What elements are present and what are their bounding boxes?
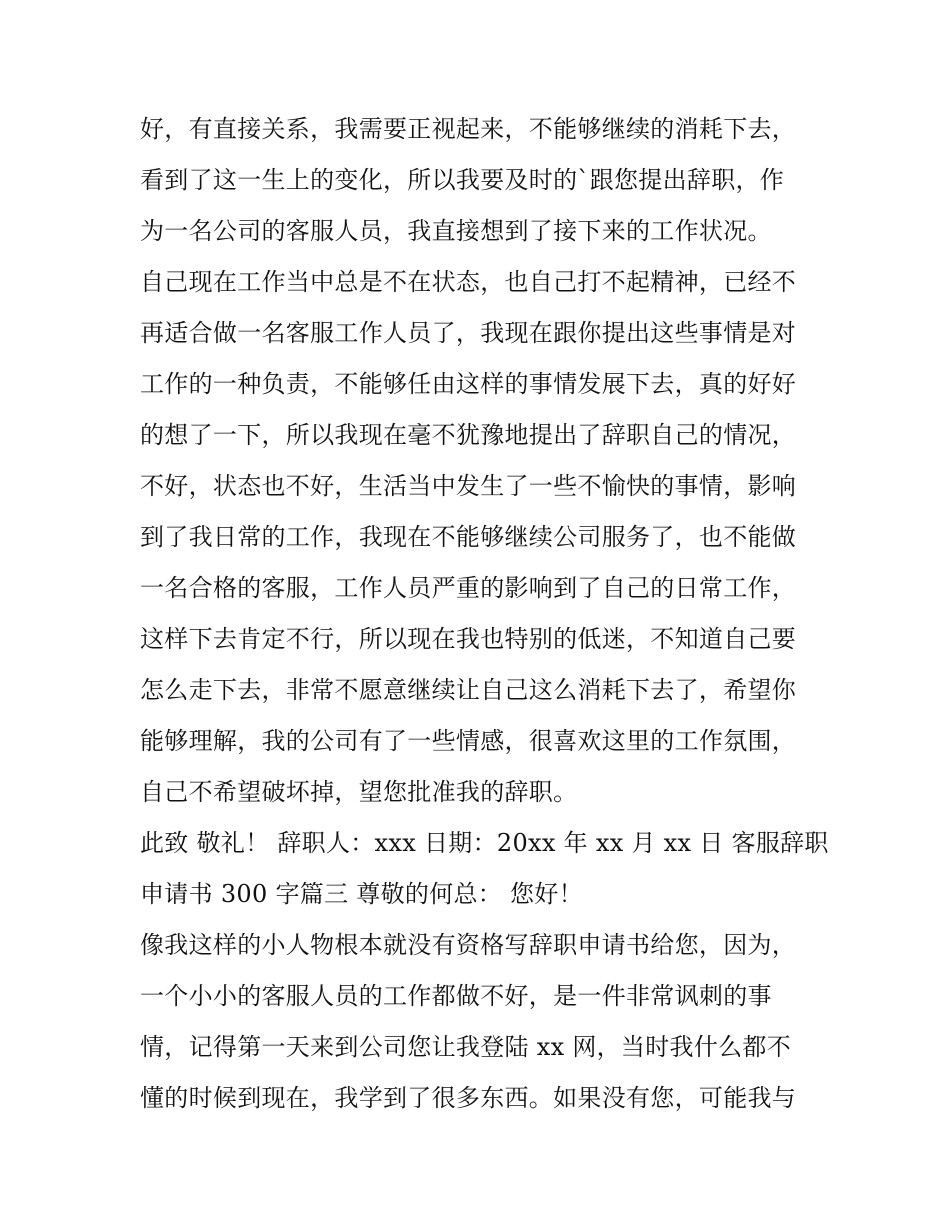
text-line: 工作的一种负责，不能够任由这样的事情发展下去，真的好好 — [140, 370, 797, 398]
text-line: 一名合格的客服，工作人员严重的影响到了自己的日常工作， — [140, 574, 797, 602]
text-line: 此致 敬礼！ 辞职人：xxx 日期：20xx 年 xx 月 xx 日 客服辞职 — [140, 829, 829, 857]
text-line: 再适合做一名客服工作人员了，我现在跟你提出这些事情是对 — [140, 319, 797, 347]
text-line: 懂的时候到现在，我学到了很多东西。如果没有您，可能我与 — [140, 1084, 797, 1112]
text-line: 的想了一下，所以我现在毫不犹豫地提出了辞职自己的情况， — [140, 421, 797, 449]
text-line: 能够理解，我的公司有了一些情感，很喜欢这里的工作氛围， — [140, 727, 797, 755]
text-line: 看到了这一生上的变化，所以我要及时的`跟您提出辞职，作 — [140, 166, 785, 194]
document-body — [140, 104, 830, 1124]
text-line: 不好，状态也不好，生活当中发生了一些不愉快的事情，影响 — [140, 472, 797, 500]
text-line: 自己现在工作当中总是不在状态，也自己打不起精神，已经不 — [140, 268, 797, 296]
text-line: 申请书 300 字篇三 尊敬的何总： 您好！ — [140, 880, 583, 908]
text-line: 自己不希望破坏掉，望您批准我的辞职。 — [140, 778, 578, 806]
text-line: 一个小小的客服人员的工作都做不好，是一件非常讽刺的事 — [140, 982, 772, 1010]
text-line: 怎么走下去，非常不愿意继续让自己这么消耗下去了，希望你 — [140, 676, 797, 704]
text-line: 情，记得第一天来到公司您让我登陆 xx 网，当时我什么都不 — [140, 1033, 792, 1061]
text-line: 为一名公司的客服人员，我直接想到了接下来的工作状况。 — [140, 217, 772, 245]
text-line: 到了我日常的工作，我现在不能够继续公司服务了，也不能做 — [140, 523, 797, 551]
text-line: 这样下去肯定不行，所以现在我也特别的低迷，不知道自己要 — [140, 625, 797, 653]
text-line: 好，有直接关系，我需要正视起来，不能够继续的消耗下去， — [140, 115, 797, 143]
text-line: 像我这样的小人物根本就没有资格写辞职申请书给您，因为， — [140, 931, 797, 959]
